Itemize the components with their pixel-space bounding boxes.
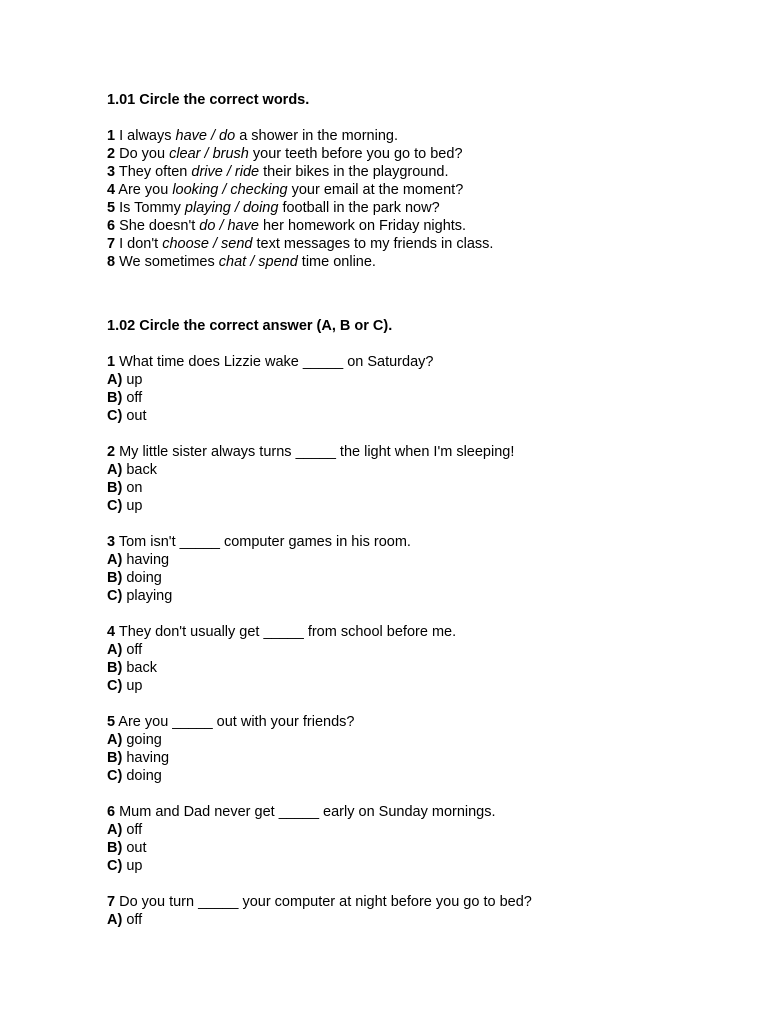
exercise-1-01 <box>107 91 727 271</box>
word-choice: do / have <box>199 218 259 234</box>
question <box>107 713 727 785</box>
option-text: out <box>122 840 147 856</box>
question-list <box>107 353 727 929</box>
option-letter: A) <box>107 462 123 478</box>
option-text: on <box>122 480 143 496</box>
sentence-start: I always <box>115 128 176 144</box>
word-choice: have / do <box>175 128 236 144</box>
answer-option <box>107 497 727 515</box>
question-number: 7 <box>107 894 116 910</box>
sentence-start: Are you <box>115 182 173 198</box>
sentence-item <box>107 163 727 181</box>
question-sentence: Do you turn _____ your computer at night before you go to bed? <box>115 894 532 910</box>
option-text: off <box>122 822 143 838</box>
option-text: going <box>122 732 162 748</box>
option-letter: C) <box>107 858 123 874</box>
answer-option <box>107 659 727 677</box>
question-text <box>107 353 727 371</box>
answer-option <box>107 569 727 587</box>
question-sentence: What time does Lizzie wake _____ on Saturday? <box>115 354 434 370</box>
answer-option <box>107 479 727 497</box>
sentence-item <box>107 235 727 253</box>
question-text <box>107 443 727 461</box>
option-text: up <box>122 372 143 388</box>
option-text: off <box>122 642 143 658</box>
option-letter: B) <box>107 570 123 586</box>
sentence-start: Is Tommy <box>115 200 185 216</box>
sentence-start: Do you <box>115 146 170 162</box>
exercise-items <box>107 127 727 271</box>
sentence-end: your email at the moment? <box>287 182 464 198</box>
sentence-end: text messages to my friends in class. <box>252 236 494 252</box>
question-text <box>107 533 727 551</box>
question-number: 5 <box>107 714 116 730</box>
sentence-end: her homework on Friday nights. <box>258 218 467 234</box>
option-letter: A) <box>107 372 123 388</box>
sentence-start: They often <box>115 164 192 180</box>
item-number: 2 <box>107 146 116 162</box>
answer-option <box>107 551 727 569</box>
sentence-end: a shower in the morning. <box>235 128 398 144</box>
question <box>107 623 727 695</box>
question <box>107 893 727 929</box>
sentence-item <box>107 127 727 145</box>
option-letter: C) <box>107 678 123 694</box>
answer-option <box>107 839 727 857</box>
sentence-start: I don't <box>115 236 163 252</box>
question-text <box>107 623 727 641</box>
option-letter: A) <box>107 642 123 658</box>
question-number: 4 <box>107 624 116 640</box>
option-text: out <box>122 408 147 424</box>
answer-option <box>107 461 727 479</box>
option-text: up <box>122 858 143 874</box>
question-sentence: They don't usually get _____ from school before me. <box>115 624 457 640</box>
word-choice: looking / checking <box>172 182 288 198</box>
exercise-title: 1.01 Circle the correct words. <box>107 92 310 108</box>
option-letter: C) <box>107 408 123 424</box>
option-letter: B) <box>107 660 123 676</box>
question <box>107 803 727 875</box>
question-sentence: Mum and Dad never get _____ early on Sunday mornings. <box>115 804 496 820</box>
sentence-item <box>107 217 727 235</box>
answer-option <box>107 389 727 407</box>
item-number: 8 <box>107 254 116 270</box>
sentence-end: their bikes in the playground. <box>259 164 449 180</box>
option-text: back <box>122 462 157 478</box>
option-letter: C) <box>107 588 123 604</box>
question-number: 6 <box>107 804 116 820</box>
option-text: up <box>122 678 143 694</box>
word-choice: clear / brush <box>169 146 249 162</box>
question-sentence: Tom isn't _____ computer games in his room. <box>115 534 411 550</box>
option-letter: B) <box>107 840 123 856</box>
sentence-item <box>107 181 727 199</box>
word-choice: playing / doing <box>184 200 279 216</box>
word-choice: drive / ride <box>191 164 260 180</box>
option-text: up <box>122 498 143 514</box>
option-letter: B) <box>107 480 123 496</box>
word-choice: chat / spend <box>218 254 298 270</box>
question-text <box>107 893 727 911</box>
sentence-end: time online. <box>297 254 376 270</box>
answer-option <box>107 821 727 839</box>
question-number: 1 <box>107 354 116 370</box>
option-text: doing <box>122 570 162 586</box>
option-letter: B) <box>107 390 123 406</box>
option-text: having <box>122 552 170 568</box>
sentence-end: football in the park now? <box>278 200 440 216</box>
option-text: having <box>122 750 170 766</box>
item-number: 5 <box>107 200 116 216</box>
sentence-item <box>107 199 727 217</box>
option-letter: A) <box>107 912 123 928</box>
sentence-item <box>107 253 727 271</box>
sentence-start: We sometimes <box>115 254 219 270</box>
answer-option <box>107 407 727 425</box>
option-letter: A) <box>107 552 123 568</box>
question <box>107 533 727 605</box>
answer-option <box>107 767 727 785</box>
worksheet-content <box>107 91 727 929</box>
question-number: 3 <box>107 534 116 550</box>
sentence-start: She doesn't <box>115 218 200 234</box>
sentence-end: your teeth before you go to bed? <box>248 146 463 162</box>
question-sentence: Are you _____ out with your friends? <box>115 714 355 730</box>
option-text: doing <box>122 768 162 784</box>
option-letter: B) <box>107 750 123 766</box>
answer-option <box>107 857 727 875</box>
option-text: playing <box>122 588 173 604</box>
sentence-item <box>107 145 727 163</box>
question <box>107 443 727 515</box>
exercise-1-02 <box>107 317 727 929</box>
option-text: back <box>122 660 157 676</box>
answer-option <box>107 749 727 767</box>
question-sentence: My little sister always turns _____ the light when I'm sleeping! <box>115 444 515 460</box>
question-text <box>107 713 727 731</box>
option-text: off <box>122 912 143 928</box>
question-number: 2 <box>107 444 116 460</box>
option-letter: C) <box>107 768 123 784</box>
answer-option <box>107 911 727 929</box>
option-letter: A) <box>107 822 123 838</box>
answer-option <box>107 371 727 389</box>
item-number: 4 <box>107 182 116 198</box>
option-letter: A) <box>107 732 123 748</box>
item-number: 1 <box>107 128 116 144</box>
answer-option <box>107 731 727 749</box>
option-letter: C) <box>107 498 123 514</box>
question-text <box>107 803 727 821</box>
exercise-title: 1.02 Circle the correct answer (A, B or C). <box>107 318 393 334</box>
item-number: 3 <box>107 164 116 180</box>
item-number: 7 <box>107 236 116 252</box>
question <box>107 353 727 425</box>
answer-option <box>107 641 727 659</box>
item-number: 6 <box>107 218 116 234</box>
answer-option <box>107 587 727 605</box>
option-text: off <box>122 390 143 406</box>
answer-option <box>107 677 727 695</box>
word-choice: choose / send <box>162 236 253 252</box>
